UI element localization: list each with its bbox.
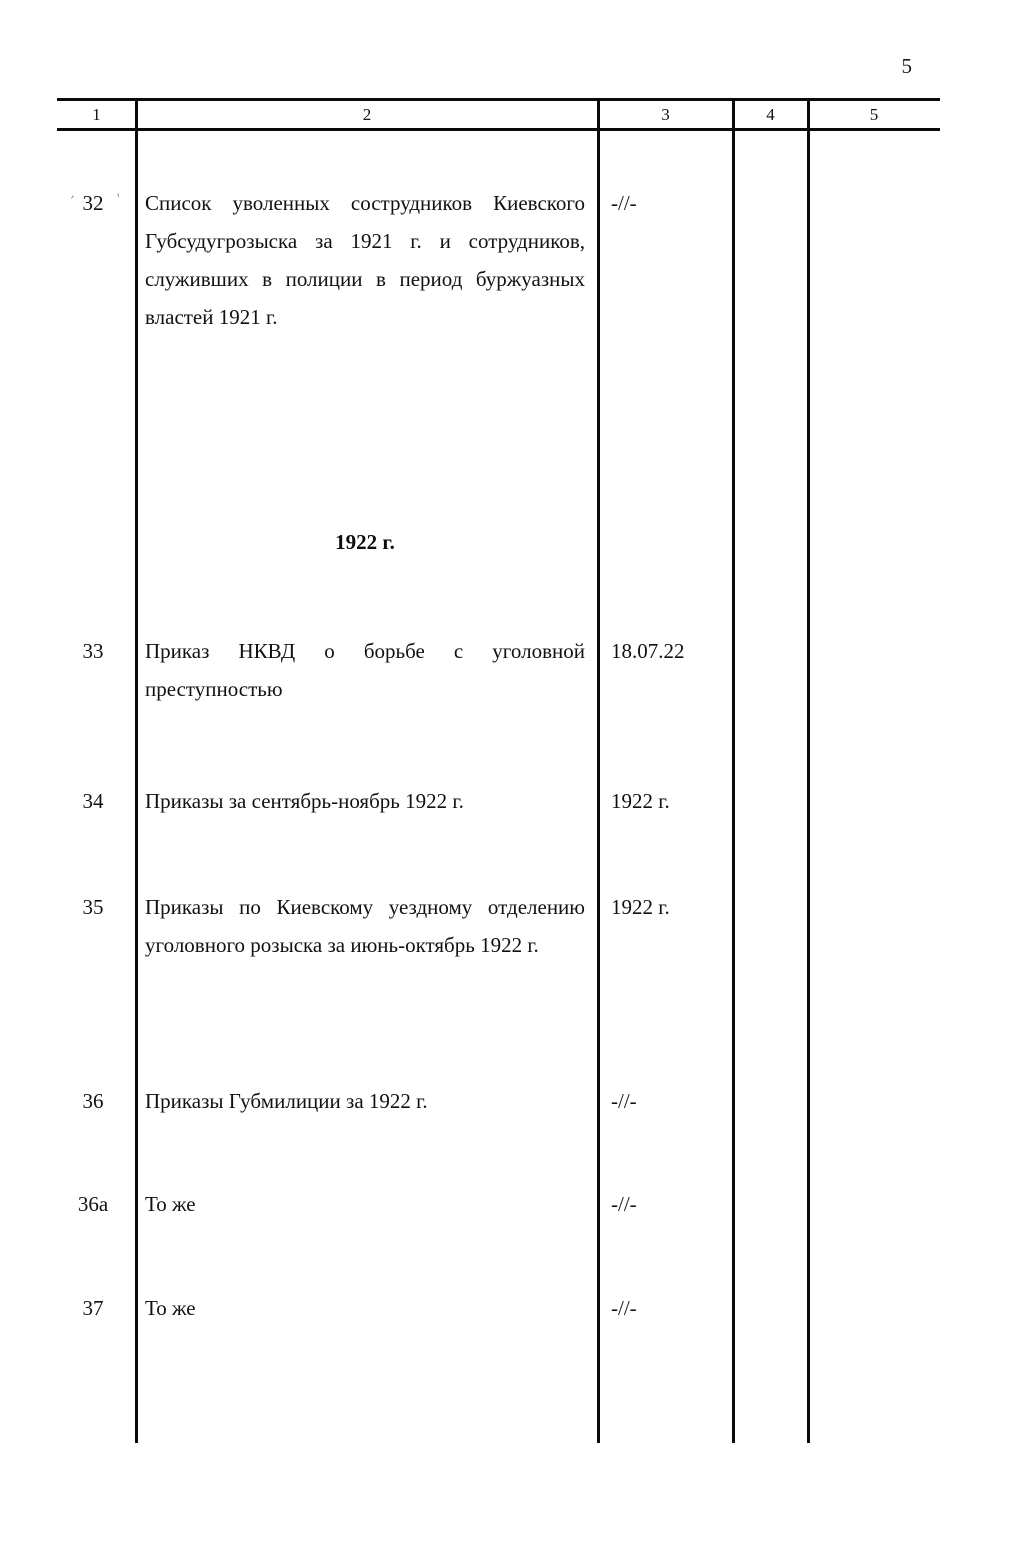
header-divider-2-3	[597, 101, 599, 128]
row-title: Приказ НКВД о борьбе с уголовной преступностью	[145, 639, 585, 701]
row-number: 33	[82, 639, 104, 663]
row-number: 32	[82, 191, 104, 215]
column-header-4: 4	[766, 105, 775, 124]
row-title: Приказы по Киевскому уездному отделению уголовного розыска за июнь-октябрь 1922 г.	[145, 895, 585, 957]
column-divider-2-3	[597, 101, 600, 1443]
row-date: -//-	[611, 191, 637, 215]
inventory-table	[57, 98, 940, 1443]
row-date: -//-	[611, 1192, 637, 1216]
row-number: 34	[82, 789, 104, 813]
row-title: Приказы Губмилиции за 1922 г.	[145, 1089, 428, 1113]
column-divider-3-4	[732, 101, 735, 1443]
row-date: 18.07.22	[611, 639, 685, 663]
row-date: -//-	[611, 1296, 637, 1320]
column-header-1: 1	[92, 105, 101, 124]
row-title: Список уволенных сострудников Киевского Губсудугрозыска за 1921 г. и сотрудников, служивших в полиции в период буржуазных властей 1921 г.	[145, 191, 585, 329]
row-number: 36	[82, 1089, 104, 1113]
row-number: 37	[82, 1296, 104, 1320]
pencil-tick-left-icon: ′	[66, 193, 76, 210]
section-heading-year: 1922 г.	[335, 530, 395, 554]
page-number: 5	[901, 54, 912, 78]
row-date: -//-	[611, 1089, 637, 1113]
pencil-tick-right-icon: ′	[115, 191, 126, 207]
row-date: 1922 г.	[611, 895, 670, 919]
column-divider-4-5	[807, 101, 810, 1443]
column-header-2: 2	[362, 105, 372, 124]
header-divider-4-5	[807, 101, 809, 128]
row-number: 35	[82, 895, 104, 919]
column-divider-1-2	[135, 101, 138, 1443]
row-title: Приказы за сентябрь-ноябрь 1922 г.	[145, 789, 464, 813]
column-header-3: 3	[661, 105, 670, 124]
row-number: 36а	[77, 1192, 109, 1216]
row-date: 1922 г.	[611, 789, 670, 813]
row-title: То же	[145, 1296, 196, 1320]
header-divider-3-4	[732, 101, 734, 128]
row-title: То же	[145, 1192, 196, 1216]
column-header-5: 5	[869, 105, 879, 124]
